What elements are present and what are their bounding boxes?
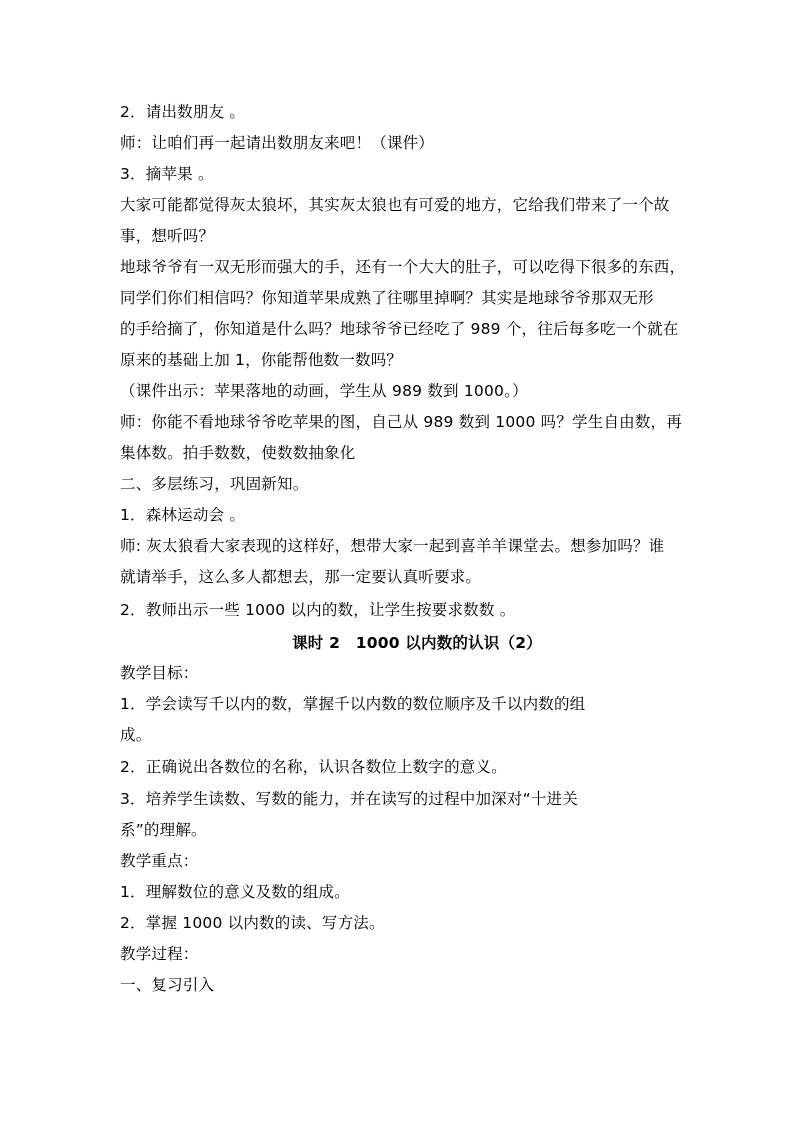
text-line: 3．摘苹果 。 <box>120 165 214 183</box>
lesson-title: 课时 2 1000 以内数的认识（2） <box>292 634 542 652</box>
text-line: 2．掌握 1000 以内数的读、写方法。 <box>120 914 385 932</box>
text-line: 2．请出数朋友 。 <box>120 103 246 121</box>
text-line: （课件出示：苹果落地的动画，学生从 989 数到 1000。） <box>120 382 528 400</box>
text-line: 同学们你们相信吗？你知道苹果成熟了往哪里掉啊？其实是地球爷爷那双无形 <box>120 289 654 307</box>
text-line: 集体数。拍手数数，使数数抽象化 <box>120 444 356 462</box>
text-line: 师：你能不看地球爷爷吃苹果的图，自己从 989 数到 1000 吗？学生自由数，再 <box>120 413 682 431</box>
section-heading: 教学目标： <box>120 664 199 682</box>
text-line: 2．正确说出各数位的名称，认识各数位上数字的意义。 <box>120 758 507 776</box>
section-heading: 教学过程： <box>120 945 199 963</box>
text-line: 2．教师出示一些 1000 以内的数，让学生按要求数数 。 <box>120 601 516 619</box>
text-line: 就请举手，这么多人都想去，那一定要认真听要求。 <box>120 568 482 586</box>
text-line: 1．森林运动会 。 <box>120 506 246 524</box>
text-line: 原来的基础上加 1，你能帮他数一数吗？ <box>120 351 403 369</box>
text-line: 事，想听吗？ <box>120 227 215 245</box>
text-line: 系”的理解。 <box>120 821 207 839</box>
text-line: 一、复习引入 <box>120 976 215 994</box>
section-heading: 教学重点： <box>120 852 199 870</box>
text-line: 1．理解数位的意义及数的组成。 <box>120 883 350 901</box>
text-line: 师: 灰太狼看大家表现的这样好，想带大家一起到喜羊羊课堂去。想参加吗？谁 <box>120 537 665 555</box>
section-heading: 二、多层练习，巩固新知。 <box>120 475 309 493</box>
text-line: 的手给摘了，你知道是什么吗？地球爷爷已经吃了 989 个，往后每多吃一个就在 <box>120 320 679 338</box>
text-line: 3．培养学生读数、写数的能力，并在读写的过程中加深对“十进关 <box>120 790 578 808</box>
text-line: 成。 <box>120 726 152 744</box>
text-line: 师：让咱们再一起请出数朋友来吧！（课件） <box>120 134 435 152</box>
text-line: 1．学会读写千以内的数，掌握千以内数的数位顺序及千以内数的组 <box>120 695 586 713</box>
text-line: 大家可能都觉得灰太狼坏，其实灰太狼也有可爱的地方，它给我们带来了一个故 <box>120 196 670 214</box>
text-line: 地球爷爷有一双无形而强大的手，还有一个大大的肚子，可以吃得下很多的东西， <box>120 258 686 276</box>
